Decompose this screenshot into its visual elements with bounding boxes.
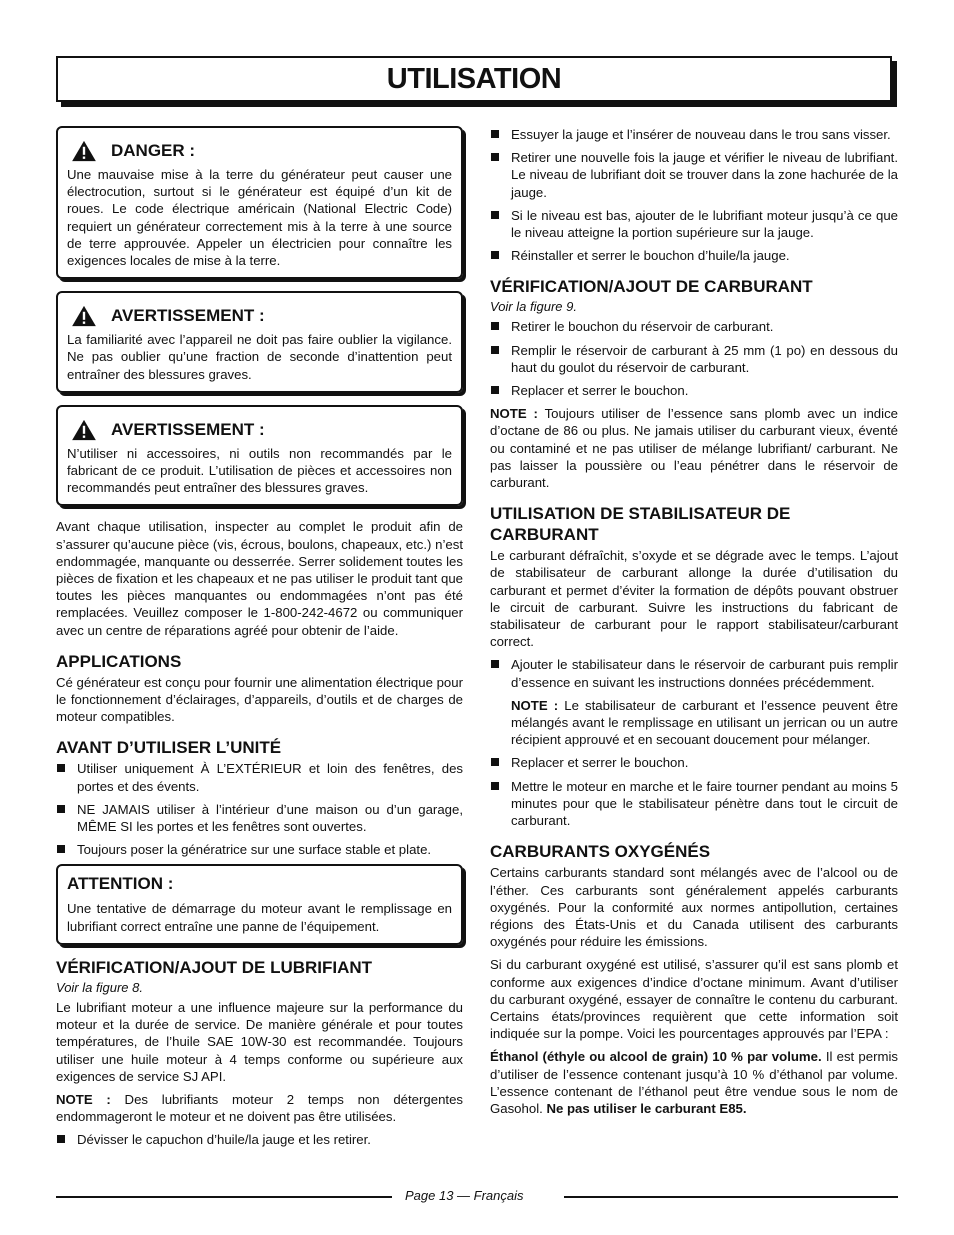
warning-triangle-icon — [69, 305, 99, 327]
lube-list-left — [56, 1131, 463, 1148]
footer-rule-left — [56, 1196, 392, 1198]
lube-list-right — [490, 126, 898, 264]
list-item: Réinstaller et serrer le bouchon d’huile/la jauge. — [490, 247, 898, 264]
applications-heading: APPLICATIONS — [56, 651, 182, 671]
warning-text: La familiarité avec l’appareil ne doit pas faire oublier la vigilance. Ne pas oublier qu’une fraction de seconde d’inattention peut entraîner des blessures graves. — [67, 332, 452, 382]
warning-text: N’utiliser ni accessoires, ni outils non recommandés par le fabricant de ce produit. L’utilisation de pièces et accessoires non recommandés peut entraîner des blessures graves. — [67, 445, 452, 496]
page-title: UTILISATION — [386, 63, 562, 95]
danger-box — [56, 126, 463, 279]
danger-text: Une mauvaise mise à la terre du générateur peut causer une électrocution, surtout si le générateur est équipé d’un kit de roues. Le code électrique américain (National Electric Code) requiert un générateur correctement mis à la terre à une source de terre approuvée. Appeler un électricien pour connaître les exigences locales de mise à la terre. — [67, 167, 452, 269]
oxygenated-paragraph-3 — [490, 1048, 898, 1117]
list-item: Remplir le réservoir de carburant à 25 mm (1 po) en dessous du haut du goulot du réservoir de carburant. — [490, 342, 898, 376]
stabilizer-text: Le carburant défraîchit, s’oxyde et se dégrade avec le temps. L’ajout de stabilisateur de carburant allonge la durée d’utilisation du carburant et permet d’éviter la formation de dépôts pouvant obstruer le circuit de carburant. Suivre les instructions du fabricant de stabilisateur de carburant pour le rapport stabilisateur/carburant correct. — [490, 548, 898, 650]
footer-rule-right — [564, 1196, 898, 1198]
note-text: Toujours utiliser de l’essence sans plomb avec un indice d’octane de 86 ou plus. Ne jamais utiliser du carburant vieux, éventé ou contaminé et ne pas utiliser de mélange lubrifiant/ carburant. Ne pas laisser la poussière ou l’eau pénétrer dans le réservoir de carburant. — [490, 406, 898, 491]
attention-text: Une tentative de démarrage du moteur avant le remplissage en lubrifiant correct entraîne une panne de l’équipement. — [67, 901, 452, 934]
intro-paragraph: Avant chaque utilisation, inspecter au complet le produit afin de s’assurer qu’aucune pièce (vis, écrous, boulons, chapeaux, etc.) n’est endommagée, manquante ou desserrée. Serrer solidement toutes les pièces de fixation et les chapeaux et ne pas utiliser le produit tant que toutes les pièces manquantes ou endommagées n’ont pas été remplacées. Veuillez composer le 1-800-242-4672 ou communiquer avec un centre de réparations agréé pour obtenir de l’aide. — [56, 519, 463, 638]
note-label: NOTE : — [490, 406, 538, 422]
list-item: Retirer le bouchon du réservoir de carburant. — [490, 318, 898, 335]
warning-triangle-icon — [69, 419, 99, 441]
page-number: Page 13 — Français — [405, 1188, 524, 1203]
note-label: NOTE : — [511, 697, 559, 713]
lube-figure-ref: Voir la figure 8. — [56, 979, 143, 995]
ethanol-text: Il est permis d’utiliser de l’essence contenant jusqu’à 10 % d’éthanol par volume. L’essence contenant de l’éthanol peut être vendue sous le nom de Gasohol. — [490, 1049, 898, 1116]
list-item: Dévisser le capuchon d’huile/la jauge et les retirer. — [56, 1131, 463, 1148]
list-item: Ajouter le stabilisateur dans le réservoir de carburant puis remplir d’essence en suivant les instructions données précédemment. — [490, 656, 898, 690]
page-footer — [56, 1186, 898, 1206]
list-item: Mettre le moteur en marche et le faire tourner pendant au moins 5 minutes pour que le stabilisateur pénètre dans tout le circuit de carburant. — [490, 778, 898, 830]
fuel-figure-ref: Voir la figure 9. — [490, 299, 577, 315]
stabilizer-note — [490, 697, 898, 749]
list-item: Replacer et serrer le bouchon. — [490, 382, 898, 399]
attention-box — [56, 864, 463, 944]
stabilizer-list-2 — [490, 754, 898, 829]
applications-text: Cé générateur est conçu pour fournir une alimentation électrique pour le fonctionnement d’éclairages, d’appareils, d’outils et de charges de moteur compatibles. — [56, 674, 463, 725]
warning-title: AVERTISSEMENT : — [111, 306, 265, 326]
lube-heading: VÉRIFICATION/AJOUT DE LUBRIFIANT — [56, 957, 373, 977]
page-title-box — [56, 56, 892, 102]
warning-title: AVERTISSEMENT : — [111, 419, 265, 439]
list-item: Replacer et serrer le bouchon. — [490, 754, 898, 771]
list-item: NE JAMAIS utiliser à l’intérieur d’une maison ou d’un garage, MÊME SI les portes et les fenêtres sont ouvertes. — [56, 801, 463, 835]
stabilizer-list — [490, 656, 898, 690]
warning-box-familiarity — [56, 291, 463, 393]
oxygenated-paragraph-1: Certains carburants standard sont mélangés avec de l’alcool ou de l’éther. Ces carburants sont généralement appelés carburants oxygénés. Pour la conformité aux normes antipollution, certaines régions des États-Unis et du Canada utilisent des carburants oxygénés pour réduire les émissions. — [490, 865, 898, 950]
before-use-list — [56, 760, 463, 858]
list-item: Retirer une nouvelle fois la jauge et vérifier le niveau de lubrifiant. Le niveau de lubrifiant doit se trouver dans la zone hachurée de la jauge. — [490, 149, 898, 201]
lube-text: Le lubrifiant moteur a une influence majeure sur la performance du moteur et la durée de service. De manière générale et pour toutes températures, de l’huile SAE 10W-30 est recommandée. Toujours utiliser une huile moteur à 4 temps conforme ou supérieure aux exigences de service SJ API. — [56, 999, 463, 1084]
ethanol-label: Éthanol (éthyle ou alcool de grain) 10 % par volume. — [490, 1049, 822, 1065]
list-item: Essuyer la jauge et l’insérer de nouveau dans le trou sans visser. — [490, 126, 898, 143]
note-label: NOTE : — [56, 1091, 111, 1107]
stabilizer-heading: UTILISATION DE STABILISATEUR DE CARBURANT — [490, 504, 791, 545]
note-text: Le stabilisateur de carburant et l’essence peuvent être mélangés avant le remplissage en utilisant un jerrican ou un autre récipient approuvé et en secouant doucement pour mélanger. — [511, 697, 898, 748]
warning-box-accessories — [56, 405, 463, 507]
attention-title: ATTENTION : — [67, 874, 174, 894]
oxygenated-heading: CARBURANTS OXYGÉNÉS — [490, 842, 711, 862]
fuel-list — [490, 318, 898, 399]
fuel-note — [490, 405, 898, 491]
before-use-heading: AVANT D’UTILISER L’UNITÉ — [56, 738, 282, 758]
danger-title: DANGER : — [111, 141, 196, 160]
oxygenated-paragraph-2: Si du carburant oxygéné est utilisé, s’assurer qu’il est sans plomb et conforme aux exigences d’indice d’octane minimum. Avant d’utiliser du carburant oxygéné, essayer de connaître le contenu du carburant. Certains états/provinces requièrent que cette information soit indiquée sur la pompe. Voici les pourcentages approuvés par l’EPA : — [490, 957, 898, 1042]
list-item: Toujours poser la génératrice sur une surface stable et plate. — [56, 841, 463, 858]
warning-triangle-icon — [69, 140, 99, 162]
note-text: Des lubrifiants moteur 2 temps non détergentes endommageront le moteur et ne doivent pas être utilisées. — [56, 1091, 463, 1125]
list-item: Si le niveau est bas, ajouter de le lubrifiant moteur jusqu’à ce que le niveau atteigne la portion supérieure sur la jauge. — [490, 207, 898, 241]
lube-note — [56, 1091, 463, 1125]
e85-warning: Ne pas utiliser le carburant E85. — [546, 1100, 747, 1116]
list-item: Utiliser uniquement À L’EXTÉRIEUR et loin des fenêtres, des portes et des évents. — [56, 760, 463, 794]
fuel-heading: VÉRIFICATION/AJOUT DE CARBURANT — [490, 277, 813, 297]
left-column — [56, 126, 463, 1155]
right-column — [490, 126, 898, 1123]
